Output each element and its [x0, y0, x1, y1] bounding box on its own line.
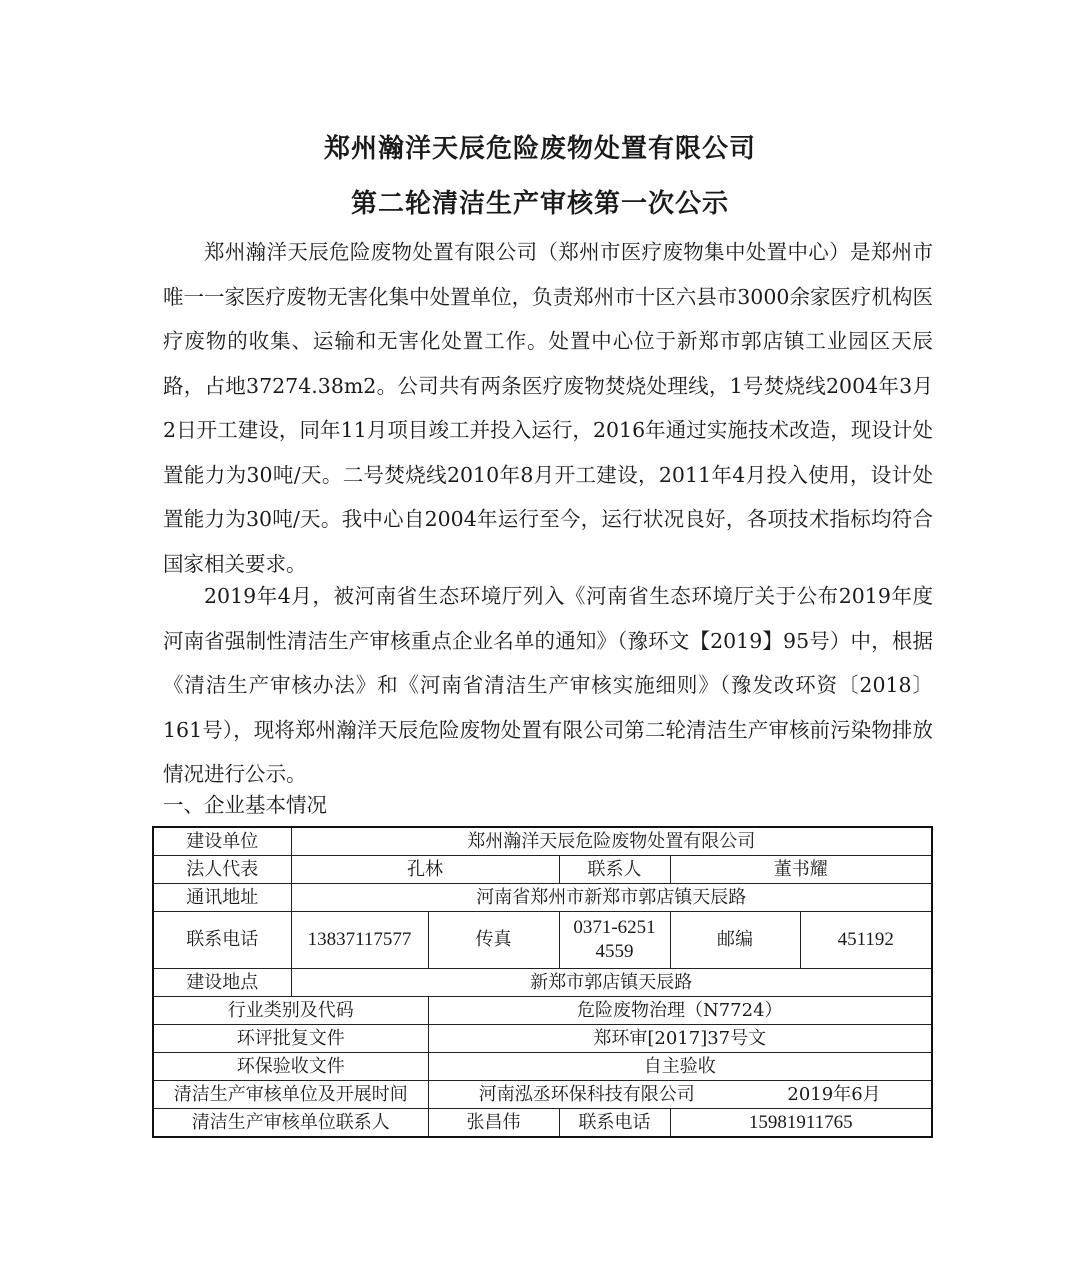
document-subtitle: 第二轮清洁生产审核第一次公示: [350, 189, 729, 219]
site-label: 建设地点: [153, 969, 291, 997]
company-intro-paragraph: 郑州瀚洋天辰危险废物处置有限公司（郑州市医疗废物集中处置中心）是郑州市唯一一家医疗废物无害化集中处置单位，负责郑州市十区六县市3000余家医疗机构医疗废物的收集、运输和无害化处置工作。处置中心位于新郑市郭店镇工业园区天辰路，占地37274.38m2。公司共有两条医疗废物焚烧处理线，1号焚烧线2004年3月2日开工建设，同年11月项目竣工并投入运行，2016年通过实施技术改造，现设计处置能力为30吨/天。二号焚烧线2010年8月开工建设，2011年4月投入使用，设计处置能力为30吨/天。我中心自2004年运行至今，运行状况良好，各项技术指标均符合国家相关要求。: [163, 240, 933, 576]
eia-label: 环评批复文件: [153, 1025, 428, 1053]
address-value: 河南省郑州市新郑市郭店镇天辰路: [291, 884, 932, 912]
audit-time-value: 2019年6月: [787, 1083, 881, 1105]
acceptance-label: 环保验收文件: [153, 1053, 428, 1081]
acceptance-value: 自主验收: [428, 1053, 932, 1081]
address-label: 通讯地址: [153, 884, 291, 912]
audit-contact-label: 清洁生产审核单位联系人: [153, 1109, 428, 1138]
industry-label: 行业类别及代码: [153, 997, 428, 1025]
phone-label: 联系电话: [153, 912, 291, 969]
table-row: [153, 1053, 932, 1081]
table-row: [153, 827, 932, 856]
audit-unit-value: 河南泓丞环保科技有限公司: [478, 1083, 695, 1105]
fax-value: [559, 912, 670, 969]
phone-value: 13837117577: [291, 912, 428, 969]
contact-value: 董书耀: [670, 856, 932, 884]
fax-value-line1: 0371-6251: [573, 917, 656, 938]
table-row: [153, 912, 932, 969]
construction-unit-value: 郑州瀚洋天辰危险废物处置有限公司: [291, 827, 932, 856]
eia-value: 郑环审[2017]37号文: [428, 1025, 932, 1053]
table-row: [153, 1109, 932, 1138]
construction-unit-label: 建设单位: [153, 827, 291, 856]
audit-contact-value: 张昌伟: [428, 1109, 559, 1138]
table-row: [153, 856, 932, 884]
industry-value: 危险废物治理（N7724）: [428, 997, 932, 1025]
audit-phone-label: 联系电话: [559, 1109, 670, 1138]
table-row: [153, 1025, 932, 1053]
company-info-table: [152, 826, 933, 1138]
table-row: [153, 969, 932, 997]
section-heading: 一、企业基本情况: [163, 793, 327, 817]
table-row: [153, 997, 932, 1025]
legal-rep-label: 法人代表: [153, 856, 291, 884]
fax-label: 传真: [428, 912, 559, 969]
contact-label: 联系人: [559, 856, 670, 884]
audit-unit-label: 清洁生产审核单位及开展时间: [153, 1081, 428, 1109]
site-value: 新郑市郭店镇天辰路: [291, 969, 932, 997]
audit-phone-value: 15981911765: [670, 1109, 932, 1138]
table-row: [153, 1081, 932, 1109]
postcode-label: 邮编: [670, 912, 800, 969]
table-row: [153, 884, 932, 912]
document-title: 郑州瀚洋天辰危险废物处置有限公司: [323, 134, 756, 164]
legal-rep-value: 孔林: [291, 856, 559, 884]
postcode-value: 451192: [800, 912, 932, 969]
fax-value-line2: 4559: [595, 941, 634, 962]
audit-notice-paragraph: 2019年4月，被河南省生态环境厅列入《河南省生态环境厅关于公布2019年度河南省强制性清洁生产审核重点企业名单的通知》（豫环文【2019】95号）中，根据《清洁生产审核办法》和《河南省清洁生产审核实施细则》（豫发改环资〔2018〕161号），现将郑州瀚洋天辰危险废物处置有限公司第二轮清洁生产审核前污染物排放情况进行公示。: [163, 584, 933, 786]
audit-unit-cell: [428, 1081, 932, 1109]
